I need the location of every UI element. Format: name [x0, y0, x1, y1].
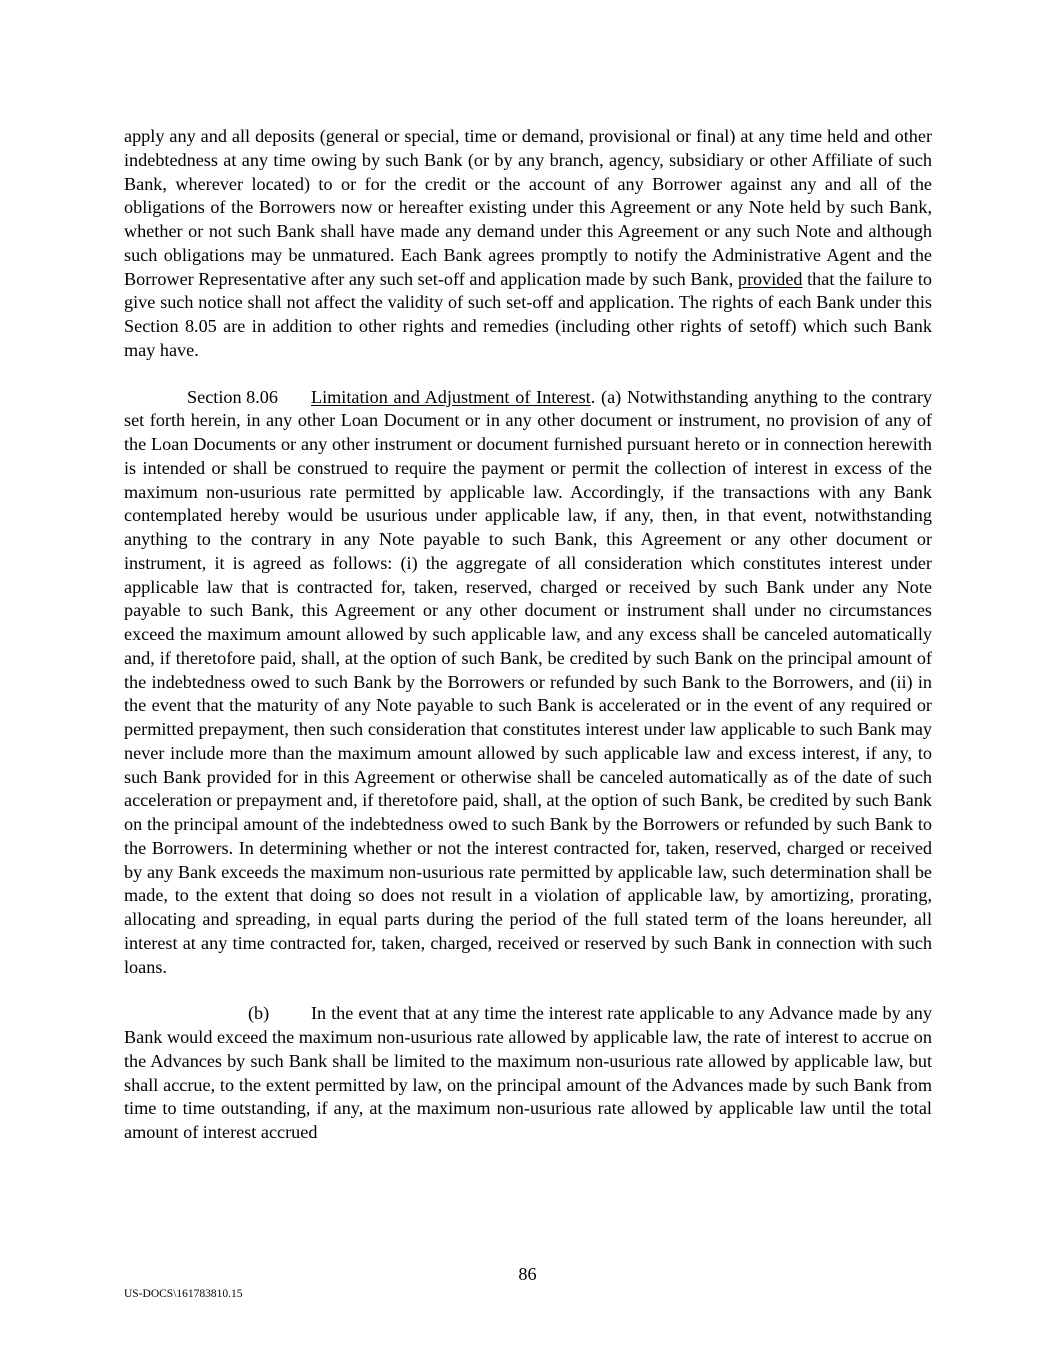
- section-8-06-body: . (a) Notwithstanding anything to the contrary set forth herein, in any other Loan Document or in any other document or instrument, no provision of any of the Loan Documents or any other instrument or document furnished pursuant hereto or in connection herewith is intended or shall be construed to require the payment or permit the collection of interest in excess of the maximum non-usurious rate permitted by applicable law. Accordingly, if the transactions with any Bank contemplated hereby would be usurious under applicable law, if any, then, in that event, notwithstanding anything to the contrary in any Note payable to such Bank, this Agreement or any other document or instrument, it is agreed as follows: (i) the aggregate of all consideration which constitutes interest under applicable law that is contracted for, taken, reserved, charged or received by such Bank under any Note payable to such Bank, this Agreement or any other document or instrument shall under no circumstances exceed the maximum amount allowed by such applicable law, and any excess shall be canceled automatically and, if theretofore paid, shall, at the option of such Bank, be credited by such Bank on the principal amount of the indebtedness owed to such Bank by the Borrowers or refunded by such Bank to the Borrowers, and (ii) in the event that the maturity of any Note payable to such Bank is accelerated or in the event of any required or permitted prepayment, then such consideration that constitutes interest under law applicable to such Bank may never include more than the maximum amount allowed by such applicable law and excess interest, if any, to such Bank provided for in this Agreement or otherwise shall be canceled automatically as of the date of such acceleration or prepayment and, if theretofore paid, shall, at the option of such Bank, be credited by such Bank on the principal amount of the indebtedness owed to such Bank by the Borrowers or refunded by such Bank to the Borrowers. In determining whether or not the interest contracted for, taken, reserved, charged or received by any Bank exceeds the maximum non-usurious rate permitted by applicable law, such determination shall be made, to the extent that doing so does not result in a violation of applicable law, by amortizing, prorating, allocating and spreading, in equal parts during the period of the full stated term of the loans hereunder, all interest at any time contracted for, taken, charged, received or reserved by such Bank in connection with such loans.: [124, 386, 932, 977]
- setoff-text-part1: apply any and all deposits (general or special, time or demand, provisional or final) at any time held and other indebtedness at any time owing by such Bank (or by any branch, agency, subsidiary or other Affiliate of such Bank, wherever located) to or for the credit or the account of any Borrower against any and all of the obligations of the Borrowers now or hereafter existing under this Agreement or any Note held by such Bank, whether or not such Bank shall have made any demand under this Agreement or any such Note and although such obligations may be unmatured. Each Bank agrees promptly to notify the Administrative Agent and the Borrower Representative after any such set-off and application made by such Bank,: [124, 126, 932, 289]
- subsection-label: (b): [248, 1003, 270, 1024]
- subsection-b-body: In the event that at any time the interest rate applicable to any Advance made by any Bank would exceed the maximum non-usurious rate allowed by applicable law, the rate of interest to accrue on the Advances by such Bank shall be limited to the maximum non-usurious rate allowed by applicable law, but shall accrue, to the extent permitted by law, on the principal amount of the Advances made by such Bank from time to time outstanding, if any, at the maximum non-usurious rate allowed by applicable law until the total amount of interest accrued: [124, 1003, 932, 1142]
- setoff-text-part2: that the failure to give such notice shall not affect the validity of such set-off and application. The rights of each Bank under this Section 8.05 are in addition to other rights and remedies (including other rights of setoff) which such Bank may have.: [124, 268, 932, 360]
- document-page: [124, 125, 932, 1145]
- page-number: 86: [518, 1264, 537, 1284]
- paragraph-subsection-b: [124, 1002, 932, 1145]
- provided-term: provided: [737, 268, 803, 289]
- document-id: US-DOCS\161783810.15: [124, 1288, 243, 1300]
- section-number: Section 8.06: [187, 386, 278, 407]
- paragraph-section-8-06: [124, 386, 932, 980]
- paragraph-setoff-continuation: [124, 125, 932, 363]
- section-heading: Limitation and Adjustment of Interest: [311, 386, 591, 407]
